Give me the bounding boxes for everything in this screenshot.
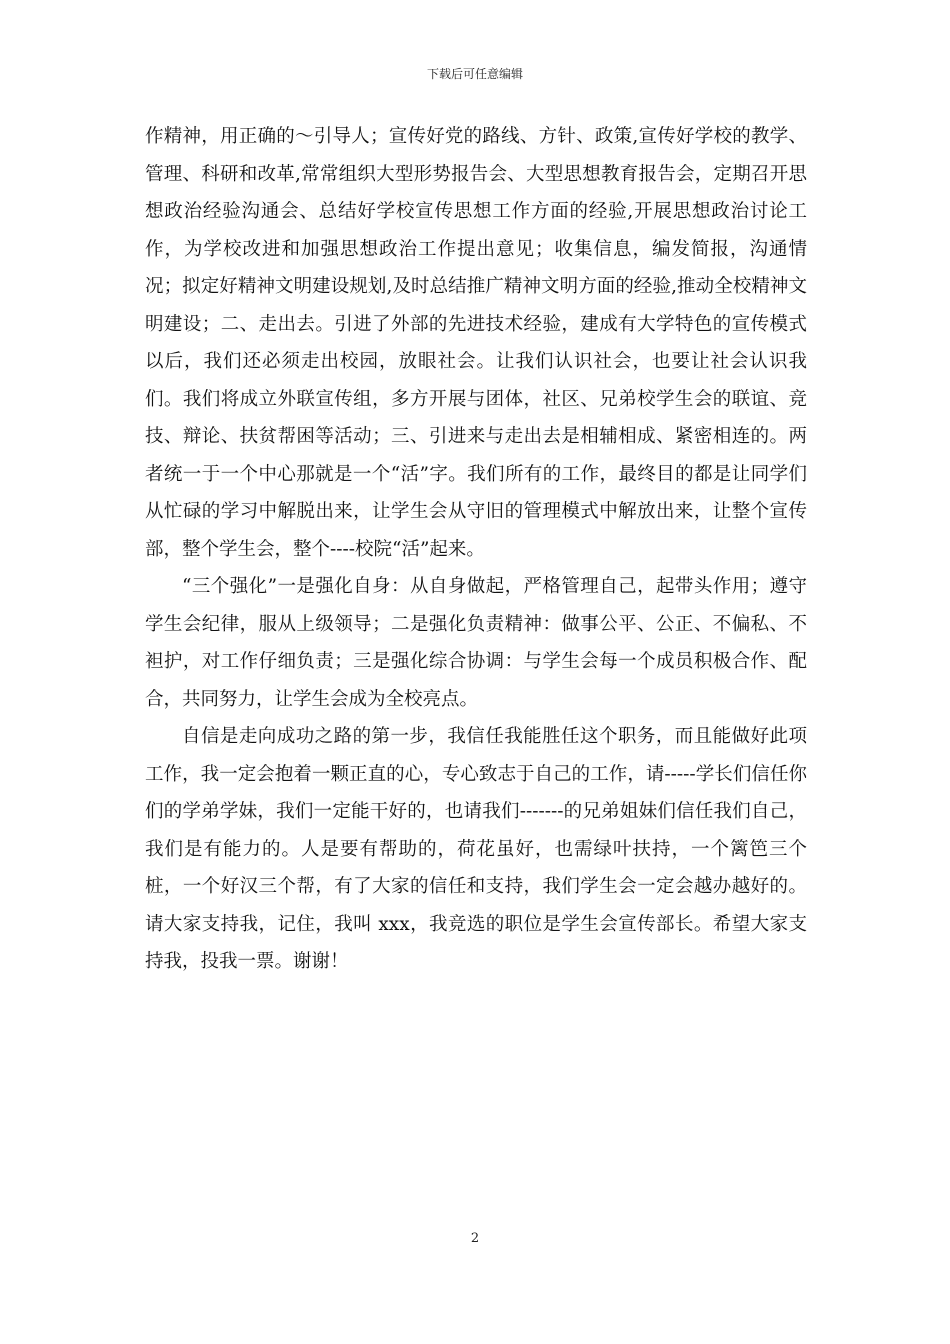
- paragraph-closing: 自信是走向成功之路的第一步，我信任我能胜任这个职务，而且能做好此项工作，我一定会抱着一颗正直的心，专心致志于自己的工作，请-----学长们信任你们的学弟学妹，我们一定能干好的，也请我们-------的兄弟姐妹们信任我们自己，我们是有能力的。人是要有帮助的，荷花虽好，也需绿叶扶持，一个篱笆三个桩，一个好汉三个帮，有了大家的信任和支持，我们学生会一定会越办越好的。请大家支持我，记住，我叫 xxx，我竞选的职位是学生会宣传部长。希望大家支持我，投我一票。谢谢！: [145, 726, 807, 972]
- page-header: 下载后可任意编辑: [426, 67, 523, 81]
- paragraph-three-strengthen: “三个强化”一是强化自身：从自身做起，严格管理自己，起带头作用；遵守学生会纪律，服从上级领导；二是强化负责精神：做事公平、公正、不偏私、不袒护，对工作仔细负责；三是强化综合协调：与学生会每一个成员积极合作、配合，共同努力，让学生会成为全校亮点。: [145, 576, 807, 710]
- document-body: [145, 118, 807, 981]
- paragraph-continuation: 作精神，用正确的～引导人；宣传好党的路线、方针、政策,宣传好学校的教学、管理、科研和改革,常常组织大型形势报告会、大型思想教育报告会，定期召开思想政治经验沟通会、总结好学校宣传思想工作方面的经验,开展思想政治讨论工作，为学校改进和加强思想政治工作提出意见；收集信息，编发简报，沟通情况；拟定好精神文明建设规划,及时总结推广精神文明方面的经验,推动全校精神文明建设；二、走出去。引进了外部的先进技术经验，建成有大学特色的宣传模式以后，我们还必须走出校园，放眼社会。让我们认识社会，也要让社会认识我们。我们将成立外联宣传组，多方开展与团体，社区、兄弟校学生会的联谊、竞技、辩论、扶贫帮困等活动；三、引进来与走出去是相辅相成、紧密相连的。两者统一于一个中心那就是一个“活”字。我们所有的工作，最终目的都是让同学们从忙碌的学习中解脱出来，让学生会从守旧的管理模式中解放出来，让整个宣传部，整个学生会，整个----校院“活”起来。: [145, 126, 807, 560]
- page-number: 2: [470, 1231, 480, 1246]
